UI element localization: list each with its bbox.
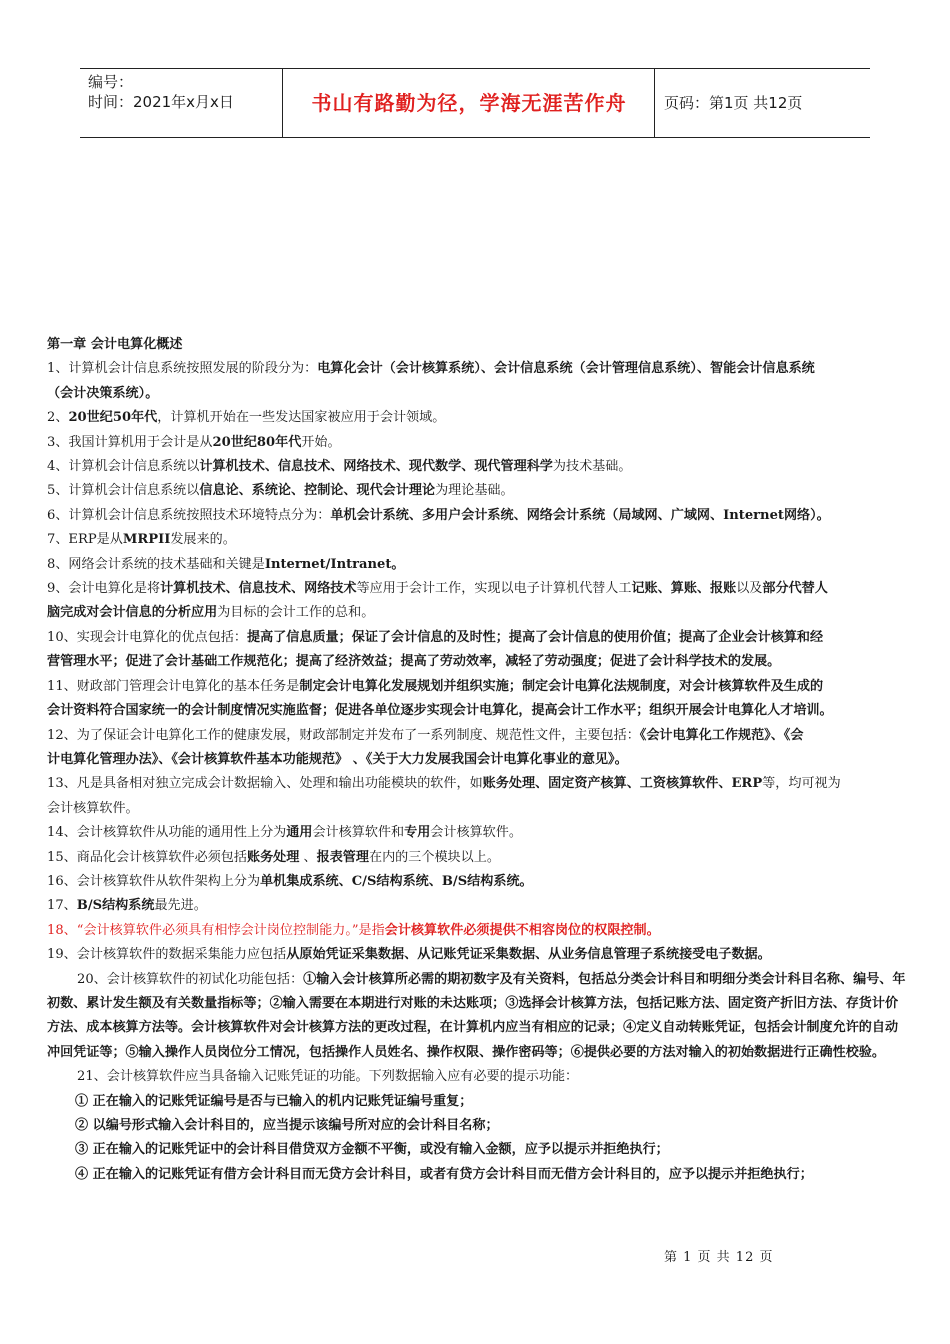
- item-21-point-4: ④ 正在输入的记账凭证有借方会计科目而无贷方会计科目，或者有贷方会计科目而无借方会计科目的，应予以提示并拒绝执行；: [75, 1166, 813, 1182]
- item-11: 11、财政部门管理会计电算化的基本任务是制定会计电算化发展规划并组织实施；制定会计电算化法规制度，对会计核算软件及生成的: [47, 678, 824, 694]
- item-15: 15、商品化会计核算软件必须包括账务处理 、报表管理在内的三个模块以上。: [47, 849, 500, 865]
- page-footer: 第 1 页 共 12 页: [664, 1250, 774, 1265]
- item-6: 6、计算机会计信息系统按照技术环境特点分为：单机会计系统、多用户会计系统、网络会计系统（局域网、广域网、Internet网络）。: [47, 507, 830, 523]
- item-8: 8、网络会计系统的技术基础和关键是Internet/Intranet。: [47, 556, 405, 572]
- item-11-cont: 会计资料符合国家统一的会计制度情况实施监督；促进各单位逐步实现会计电算化，提高会计工作水平；组织开展会计电算化人才培训。: [47, 703, 833, 719]
- item-9: 9、会计电算化是将计算机技术、信息技术、网络技术等应用于会计工作，实现以电子计算机代替人工记账、算账、报账以及部分代替人: [47, 581, 828, 597]
- header-page-info: 页码：第1页 共12页: [664, 94, 803, 112]
- item-18: 18、“会计核算软件必须具有相悖会计岗位控制能力。”是指会计核算软件必须提供不相容岗位的权限控制。: [47, 922, 660, 938]
- chapter-title: 第一章 会计电算化概述: [47, 337, 183, 352]
- item-21: 21、会计核算软件应当具备输入记账凭证的功能。下列数据输入应有必要的提示功能：: [77, 1069, 579, 1085]
- item-21-point-3: ③ 正在输入的记账凭证中的会计科目借贷双方金额不平衡，或没有输入金额，应予以提示并拒绝执行；: [75, 1142, 669, 1158]
- item-12-cont: 计电算化管理办法》、《会计核算软件基本功能规范》 、《关于大力发展我国会计电算化事业的意见》。: [47, 751, 628, 767]
- item-13: 13、凡是具备相对独立完成会计数据输入、处理和输出功能模块的软件，如账务处理、固定资产核算、工资核算软件、ERP等，均可视为: [47, 776, 841, 792]
- header-motto: 书山有路勤为径，学海无涯苦作舟: [311, 91, 627, 115]
- document-body: [47, 333, 907, 1187]
- item-4: 4、计算机会计信息系统以计算机技术、信息技术、网络技术、现代数学、现代管理科学为技术基础。: [47, 459, 632, 475]
- item-20: 20、会计核算软件的初试化功能包括：①输入会计核算所必需的期初数字及有关资料，包括总分类会计科目和明细分类会计科目名称、编号、年初数、累计发生额及有关数量指标等；②输入需要在本期进行对账的未达账项；③选择会计核算方法，包括记账方法、固定资产折旧方法、存货计价方法、成本核算方法等。会计核算软件对会计核算方法的更改过程，在计算机内应当有相应的记录；④定义自动转账凭证，包括会计制度允许的自动冲回凭证等；⑤输入操作人员岗位分工情况，包括操作人员姓名、操作权限、操作密码等；⑥提供必要的方法对输入的初始数据进行正确性校验。: [47, 971, 906, 1060]
- item-19: 19、会计核算软件的数据采集能力应包括从原始凭证采集数据、从记账凭证采集数据、从业务信息管理子系统接受电子数据。: [47, 947, 771, 963]
- item-1: 1、计算机会计信息系统按照发展的阶段分为：电算化会计（会计核算系统）、会计信息系统（会计管理信息系统）、智能会计信息系统: [47, 361, 815, 377]
- item-14: 14、会计核算软件从功能的通用性上分为通用会计核算软件和专用会计核算软件。: [47, 825, 522, 841]
- serial-label: 编号：: [88, 73, 134, 91]
- item-13-cont: 会计核算软件。: [47, 800, 139, 816]
- item-5: 5、计算机会计信息系统以信息论、系统论、控制论、现代会计理论为理论基础。: [47, 483, 514, 499]
- item-21-point-2: ② 以编号形式输入会计科目的，应当提示该编号所对应的会计科目名称；: [75, 1118, 499, 1133]
- item-1-cont: （会计决策系统）。: [47, 385, 159, 401]
- item-21-point-1: ① 正在输入的记账凭证编号是否与已输入的机内记账凭证编号重复；: [75, 1093, 473, 1109]
- item-17: 17、B/S结构系统最先进。: [47, 898, 207, 914]
- page-header: [80, 68, 870, 138]
- header-meta: [88, 72, 284, 112]
- header-divider: [282, 69, 283, 137]
- item-3: 3、我国计算机用于会计是从20世纪80年代开始。: [47, 434, 341, 450]
- item-2: 2、20世纪50年代，计算机开始在一些发达国家被应用于会计领域。: [47, 410, 446, 426]
- item-12: 12、为了保证会计电算化工作的健康发展，财政部制定并发布了一系列制度、规范性文件，主要包括：《会计电算化工作规范》、《会: [47, 727, 804, 743]
- item-16: 16、会计核算软件从软件架构上分为单机集成系统、C/S结构系统、B/S结构系统。: [47, 873, 533, 889]
- date-label: 时间：2021年x月x日: [88, 93, 234, 111]
- item-10: 10、实现会计电算化的优点包括：提高了信息质量；保证了会计信息的及时性；提高了会计信息的使用价值；提高了企业会计核算和经: [47, 629, 824, 645]
- item-7: 7、ERP是从MRPII发展来的。: [47, 532, 236, 548]
- item-9-cont: 脑完成对会计信息的分析应用为目标的会计工作的总和。: [47, 605, 375, 621]
- item-10-cont: 营管理水平；促进了会计基础工作规范化；提高了经济效益；提高了劳动效率，减轻了劳动强度；促进了会计科学技术的发展。: [47, 654, 781, 670]
- header-divider: [654, 69, 655, 137]
